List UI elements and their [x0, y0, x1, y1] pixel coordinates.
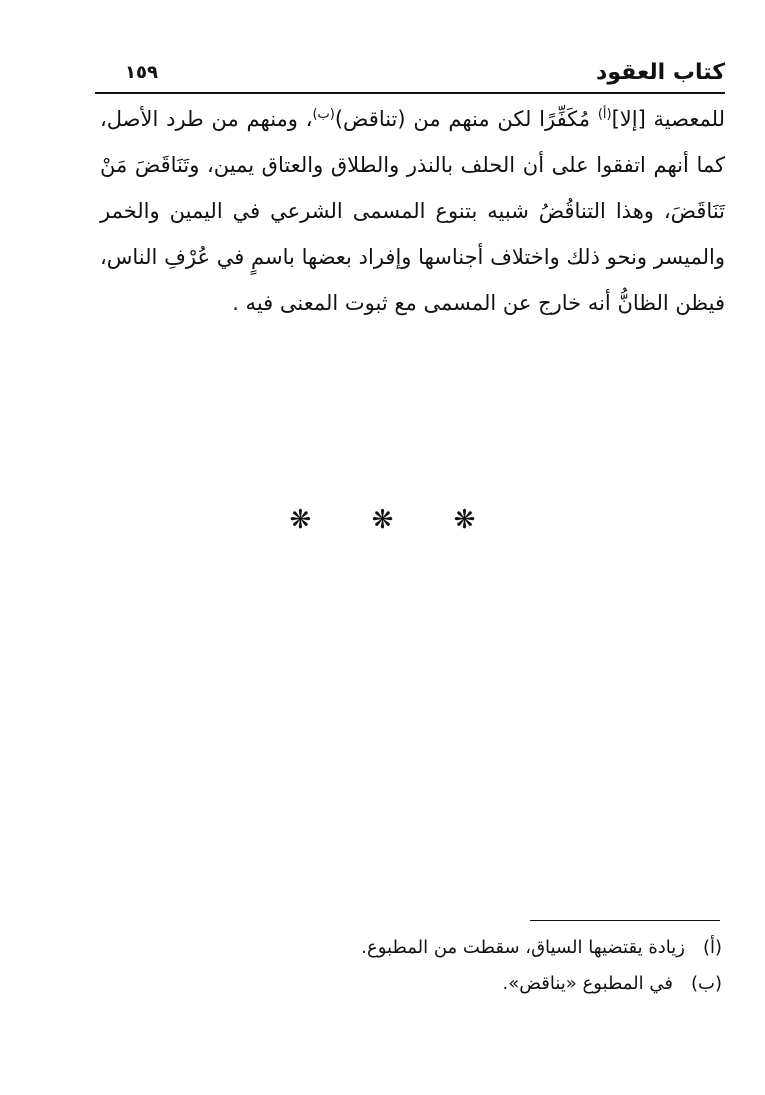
footnote-b	[300, 966, 722, 1002]
footnote-a	[300, 930, 722, 966]
body-line-2: كما أنهم اتفقوا على أن الحلف بالنذر والطلاق والعتاق يمين، وتَنَاقَضَ مَنْ	[100, 153, 725, 177]
body-line-5: فيظن الظانُّ أنه خارج عن المسمى مع ثبوت المعنى فيه .	[232, 291, 725, 315]
footnotes	[300, 930, 722, 1002]
footnote-ref-a: (أ)	[597, 107, 612, 122]
section-ornament	[0, 505, 765, 535]
body-line-3: تَنَاقَضَ، وهذا التناقُضُ شبيه بتنوع المسمى الشرعي في اليمين والخمر	[100, 199, 725, 223]
running-title: كتاب العقود	[596, 60, 725, 85]
footnote-text: في المطبوع «يناقض».	[502, 973, 673, 994]
footnote-text: زيادة يقتضيها السياق، سقطت من المطبوع.	[361, 937, 685, 958]
footnote-divider	[530, 920, 720, 921]
body-line-1-text-c: ، ومنهم من طرد الأصل،	[100, 107, 313, 131]
footnote-marker: (ب)	[691, 973, 722, 994]
footnote-ref-b: (ب)	[312, 107, 335, 122]
body-paragraph	[100, 96, 725, 326]
body-line-4: والميسر ونحو ذلك واختلاف أجناسها وإفراد بعضها باسمٍ في عُرْفِ الناس،	[100, 245, 725, 269]
footnote-marker: (أ)	[702, 937, 722, 958]
asterism-icon: ❋	[453, 505, 476, 535]
asterism-icon: ❋	[371, 505, 394, 535]
body-line-1-text: للمعصية [إلا]	[611, 107, 725, 131]
body-line-1-text-b: مُكَفِّرًا لكن منهم من (تناقض)	[334, 107, 598, 131]
body-line-1	[100, 96, 725, 142]
asterism-icon: ❋	[289, 505, 312, 535]
page-number: ١٥٩	[125, 62, 158, 83]
page-header	[95, 58, 725, 94]
